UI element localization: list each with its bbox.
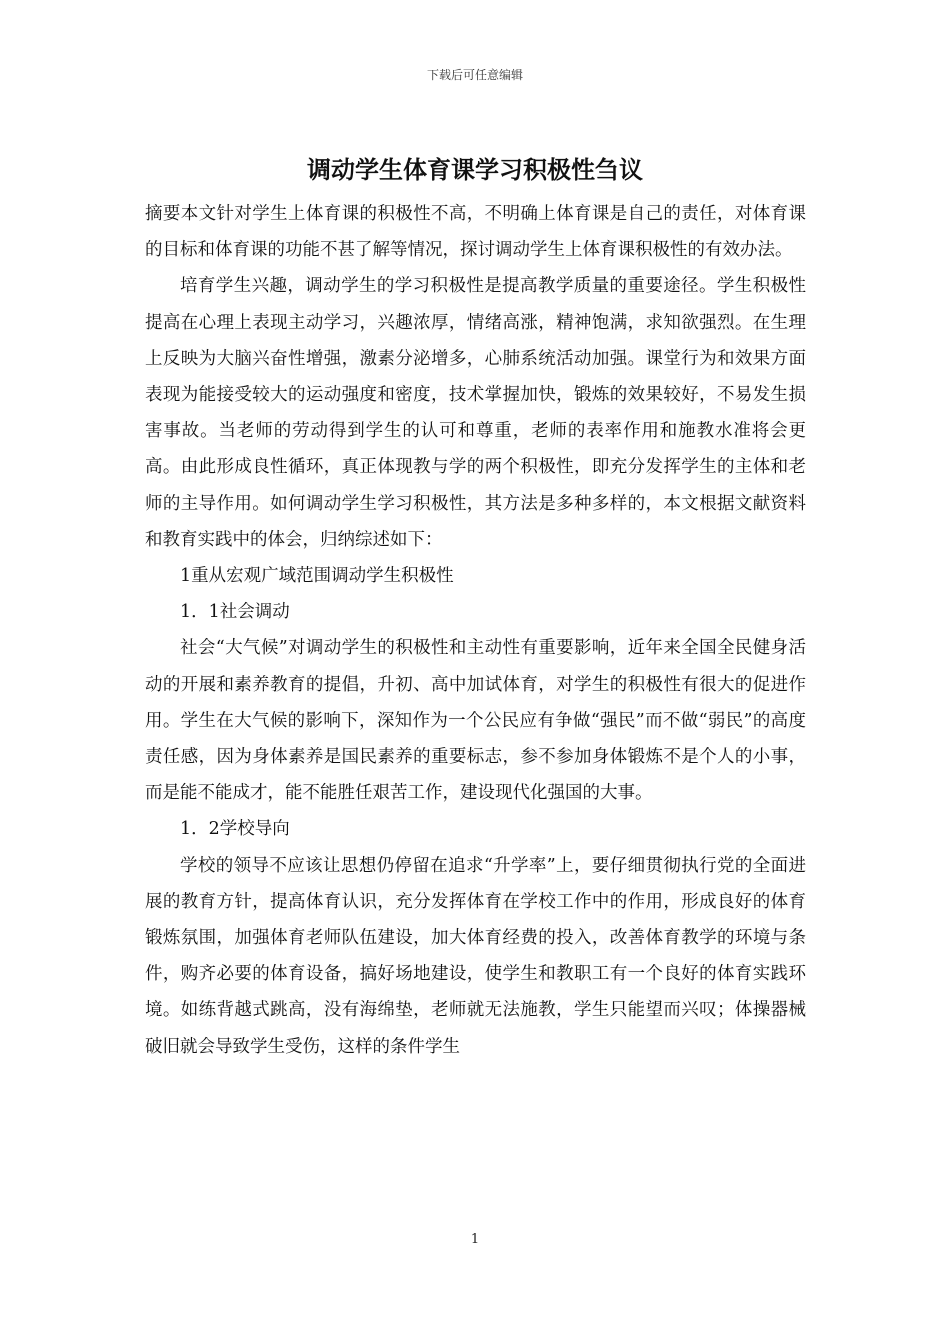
document-body (145, 196, 806, 1065)
intro-paragraph: 培育学生兴趣，调动学生的学习积极性是提高教学质量的重要途径。学生积极性提高在心理上表现主动学习，兴趣浓厚，情绪高涨，精神饱满，求知欲强烈。在生理上反映为大脑兴奋性增强，激素分泌增多，心肺系统活动加强。课堂行为和效果方面表现为能接受较大的运动强度和密度，技术掌握加快，锻炼的效果较好，不易发生损害事故。当老师的劳动得到学生的认可和尊重，老师的表率作用和施教水准将会更高。由此形成良性循环，真正体现教与学的两个积极性，即充分发挥学生的主体和老师的主导作用。如何调动学生学习积极性，其方法是多种多样的，本文根据文献资料和教育实践中的体会，归纳综述如下： (145, 276, 806, 550)
document-title: 调动学生体育课学习积极性刍议 (307, 155, 643, 184)
page-header-note: 下载后可任意编辑 (426, 68, 523, 82)
subsection-heading-1-1: 1．1社会调动 (180, 602, 290, 623)
body-paragraph: 社会“大气候”对调动学生的积极性和主动性有重要影响，近年来全国全民健身活动的开展和素养教育的提倡，升初、高中加试体育，对学生的积极性有很大的促进作用。学生在大气候的影响下，深知作为一个公民应有争做“强民”而不做“弱民”的高度责任感，因为身体素养是国民素养的重要标志，参不参加身体锻炼不是个人的小事，而是能不能成才，能不能胜任艰苦工作，建设现代化强国的大事。 (145, 638, 806, 804)
subsection-heading-1-2: 1．2学校导向 (180, 819, 290, 840)
page-number: 1 (470, 1232, 480, 1247)
section-heading-1: 1重从宏观广域范围调动学生积极性 (180, 566, 454, 587)
abstract-paragraph: 摘要本文针对学生上体育课的积极性不高，不明确上体育课是自己的责任，对体育课的目标和体育课的功能不甚了解等情况，探讨调动学生上体育课积极性的有效办法。 (145, 204, 806, 261)
body-paragraph: 学校的领导不应该让思想仍停留在追求“升学率”上，要仔细贯彻执行党的全面进展的教育方针，提高体育认识，充分发挥体育在学校工作中的作用，形成良好的体育锻炼氛围，加强体育老师队伍建设，加大体育经费的投入，改善体育教学的环境与条件，购齐必要的体育设备，搞好场地建设，使学生和教职工有一个良好的体育实践环境。如练背越式跳高，没有海绵垫，老师就无法施教，学生只能望而兴叹；体操器械破旧就会导致学生受伤，这样的条件学生 (145, 855, 806, 1057)
